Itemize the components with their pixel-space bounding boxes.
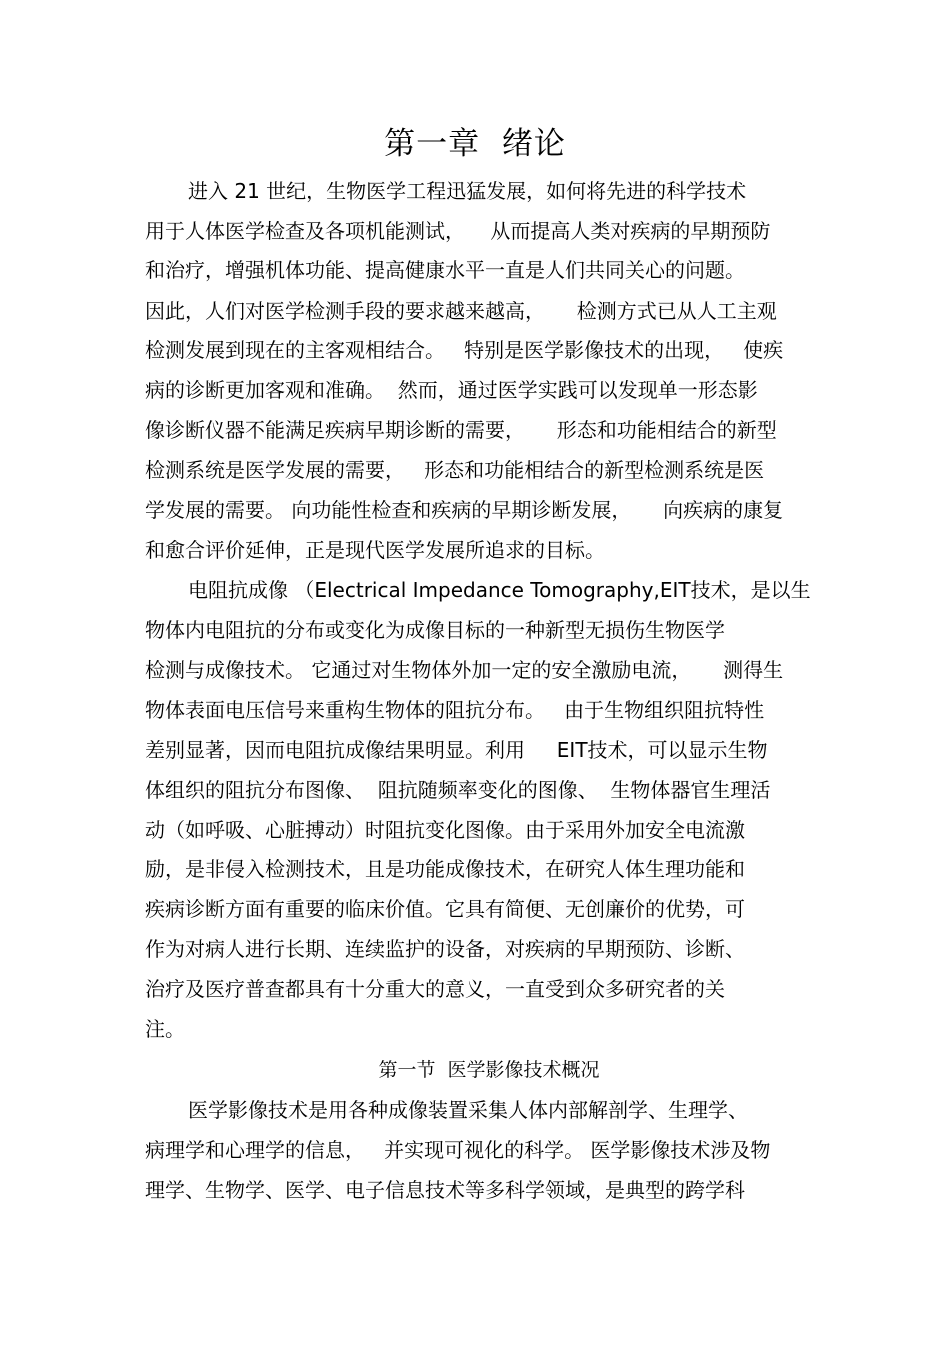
- paragraph-2-line-5: 差别显著，因而电阻抗成像结果明显。利用 EIT技术，可以显示生物: [145, 738, 768, 762]
- paragraph-1-line-3: 和治疗，增强机体功能、提高健康水平一直是人们共同关心的问题。: [145, 258, 745, 282]
- paragraph-3-line-3: 理学、生物学、医学、电子信息技术等多科学领域，是典型的跨学科: [145, 1178, 745, 1202]
- paragraph-1-line-4: 因此，人们对医学检测手段的要求越来越高， 检测方式已从人工主观: [145, 299, 777, 323]
- paragraph-1-line-8: 检测系统是医学发展的需要， 形态和功能相结合的新型检测系统是医: [145, 458, 765, 482]
- paragraph-2-line-11: 治疗及医疗普查都具有十分重大的意义，一直受到众多研究者的关: [145, 977, 725, 1001]
- chapter-title: 第一章 绪论: [384, 126, 566, 162]
- paragraph-1-line-5: 检测发展到现在的主客观相结合。 特别是医学影像技术的出现， 使疾: [145, 338, 784, 362]
- paragraph-2-line-8: 励，是非侵入检测技术，且是功能成像技术，在研究人体生理功能和: [145, 857, 745, 881]
- paragraph-2-line-4: 物体表面电压信号来重构生物体的阻抗分布。 由于生物组织阻抗特性: [145, 698, 765, 722]
- paragraph-2-line-10: 作为对病人进行长期、连续监护的设备，对疾病的早期预防、诊断、: [145, 937, 745, 961]
- paragraph-1-line-7: 像诊断仪器不能满足疾病早期诊断的需要， 形态和功能相结合的新型: [145, 418, 777, 442]
- paragraph-2-line-12: 注。: [145, 1017, 185, 1041]
- paragraph-1-line-10: 和愈合评价延伸，正是现代医学发展所追求的目标。: [145, 538, 605, 562]
- paragraph-2-line-3: 检测与成像技术。 它通过对生物体外加一定的安全激励电流， 测得生: [145, 658, 784, 682]
- paragraph-2-line-7: 动（如呼吸、心脏搏动）时阻抗变化图像。由于采用外加安全电流激: [145, 818, 745, 842]
- paragraph-1-line-6: 病的诊断更加客观和准确。 然而，通过医学实践可以发现单一形态影: [145, 378, 758, 402]
- paragraph-2-line-2: 物体内电阻抗的分布或变化为成像目标的一种新型无损伤生物医学: [145, 618, 725, 642]
- paragraph-1-line-1: 进入 21 世纪，生物医学工程迅猛发展，如何将先进的科学技术: [188, 179, 747, 203]
- paragraph-3-line-2: 病理学和心理学的信息， 并实现可视化的科学。 医学影像技术涉及物: [145, 1138, 771, 1162]
- paragraph-2-line-1: 电阻抗成像 （Electrical Impedance Tomography,EIT技术，是以生: [188, 578, 811, 602]
- paragraph-1-line-9: 学发展的需要。 向功能性检查和疾病的早期诊断发展， 向疾病的康复: [145, 498, 784, 522]
- paragraph-3-line-1: 医学影像技术是用各种成像装置采集人体内部解剖学、生理学、: [188, 1098, 748, 1122]
- paragraph-2-line-6: 体组织的阻抗分布图像、 阻抗随频率变化的图像、 生物体器官生理活: [145, 778, 771, 802]
- paragraph-1-line-2: 用于人体医学检查及各项机能测试， 从而提高人类对疾病的早期预防: [145, 219, 771, 243]
- section-title: 第一节 医学影像技术概况: [378, 1059, 600, 1081]
- paragraph-2-line-9: 疾病诊断方面有重要的临床价值。它具有简便、无创廉价的优势，可: [145, 897, 745, 921]
